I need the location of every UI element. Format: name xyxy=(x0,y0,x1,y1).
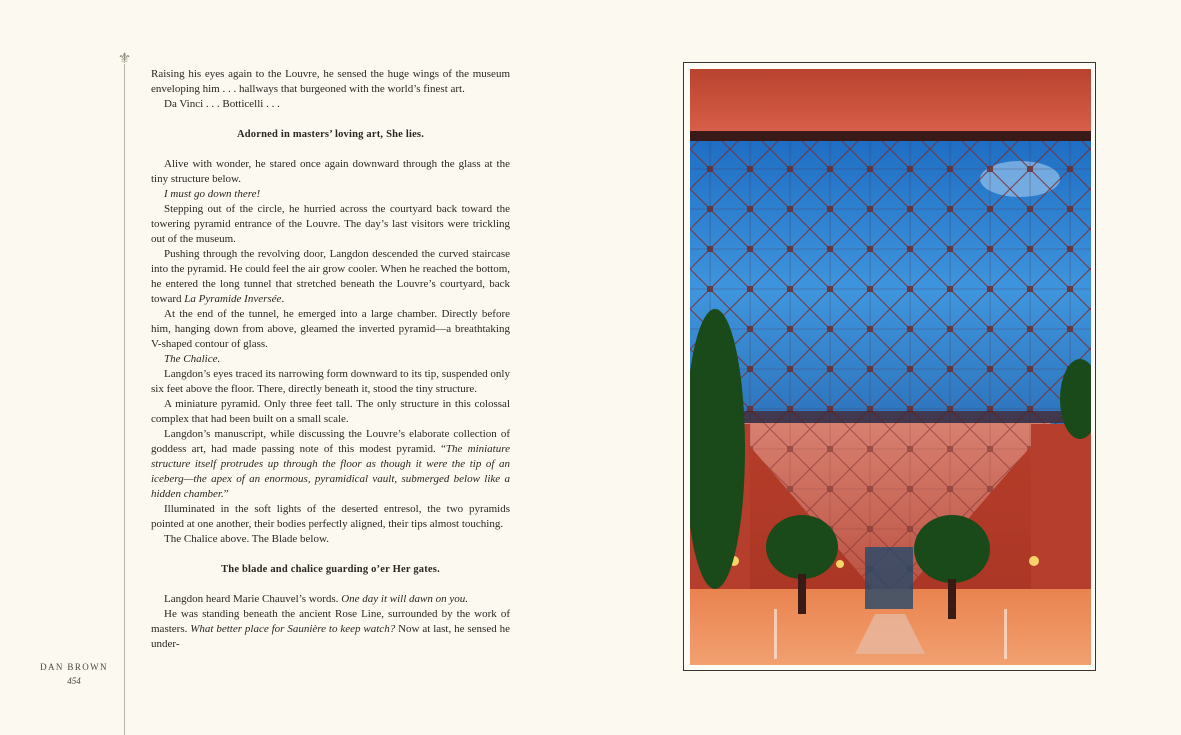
paragraph xyxy=(151,592,510,607)
text-run: Illuminated in the soft lights of the deserted entresol, the two pyramids pointed at one another, their bodies perfectly aligned, their tips almost touching. xyxy=(151,503,510,530)
margin-rule xyxy=(124,64,125,735)
paragraph xyxy=(151,307,510,352)
body-text xyxy=(151,67,510,652)
text-run: Da Vinci . . . Botticelli . . . xyxy=(164,98,280,110)
text-run: Adorned in masters’ loving art, She lies. xyxy=(236,129,425,140)
paragraph xyxy=(151,397,510,427)
poem-verse xyxy=(151,127,510,142)
paragraph xyxy=(151,367,510,397)
fleur-de-lis-icon: ⚜ xyxy=(117,51,132,67)
inverted-pyramid-photo xyxy=(690,69,1091,665)
paragraph xyxy=(151,502,510,532)
text-run: Langdon’s manuscript, while discussing the Louvre’s elaborate collection of goddess art, had made passing note of this modest pyramid. “ xyxy=(151,428,510,455)
italic-text: I must go down there! xyxy=(164,188,261,200)
italic-text: La Pyramide Inversée xyxy=(184,293,282,305)
paragraph xyxy=(151,67,510,97)
text-run: Langdon heard Marie Chauvel’s words. xyxy=(164,593,342,605)
italic-text: The miniature structure itself protrudes up through the floor as though it were the tip of an iceberg—the apex of an enormous, pyramidical vault, submerged below like a hidden chamber. xyxy=(151,443,510,500)
text-run: . xyxy=(281,293,285,305)
poem-verse xyxy=(151,562,510,577)
running-head: DAN BROWN xyxy=(40,662,108,672)
paragraph xyxy=(151,532,510,547)
italic-text: One day it will dawn on you. xyxy=(341,593,468,605)
page-number: 454 xyxy=(67,676,81,686)
text-run: Alive with wonder, he stared once again downward through the glass at the tiny structure below. xyxy=(151,158,510,185)
paragraph xyxy=(151,352,510,367)
text-run: Raising his eyes again to the Louvre, he sensed the huge wings of the museum enveloping him . . . hallways that burgeoned with the world’s finest art. xyxy=(151,68,510,95)
paragraph xyxy=(151,157,510,187)
text-run: The Chalice above. The Blade below. xyxy=(164,533,329,545)
paragraph xyxy=(151,97,510,112)
paragraph xyxy=(151,247,510,307)
text-run: Stepping out of the circle, he hurried across the courtyard back toward the towering pyramid entrance of the Louvre. The day’s last visitors were trickling out of the museum. xyxy=(151,203,510,245)
text-run: Pushing through the revolving door, Langdon descended the curved staircase into the pyramid. He could feel the air grow cooler. When he reached the bottom, he entered the long tunnel that stretched beneath the Louvre’s courtyard, back toward xyxy=(151,248,510,305)
paragraph xyxy=(151,607,510,652)
italic-text: The Chalice. xyxy=(164,353,221,365)
text-run: At the end of the tunnel, he emerged into a large chamber. Directly before him, hanging down from above, gleamed the inverted pyramid—a breathtaking V-shaped contour of glass. xyxy=(151,308,510,350)
paragraph xyxy=(151,427,510,502)
text-run: ” xyxy=(223,488,229,500)
paragraph xyxy=(151,187,510,202)
paragraph xyxy=(151,202,510,247)
text-run: Langdon’s eyes traced its narrowing form downward to its tip, suspended only six feet above the floor. There, directly beneath it, stood the tiny structure. xyxy=(151,368,510,395)
text-run: The blade and chalice guarding o’er Her gates. xyxy=(221,564,440,575)
text-run: Now at last, he sensed he under- xyxy=(151,623,510,650)
text-run: A miniature pyramid. Only three feet tall. The only structure in this colossal complex that had been built on a small scale. xyxy=(151,398,510,425)
italic-text: What better place for Saunière to keep watch? xyxy=(190,623,396,635)
text-run: He was standing beneath the ancient Rose Line, surrounded by the work of masters. xyxy=(151,608,510,635)
